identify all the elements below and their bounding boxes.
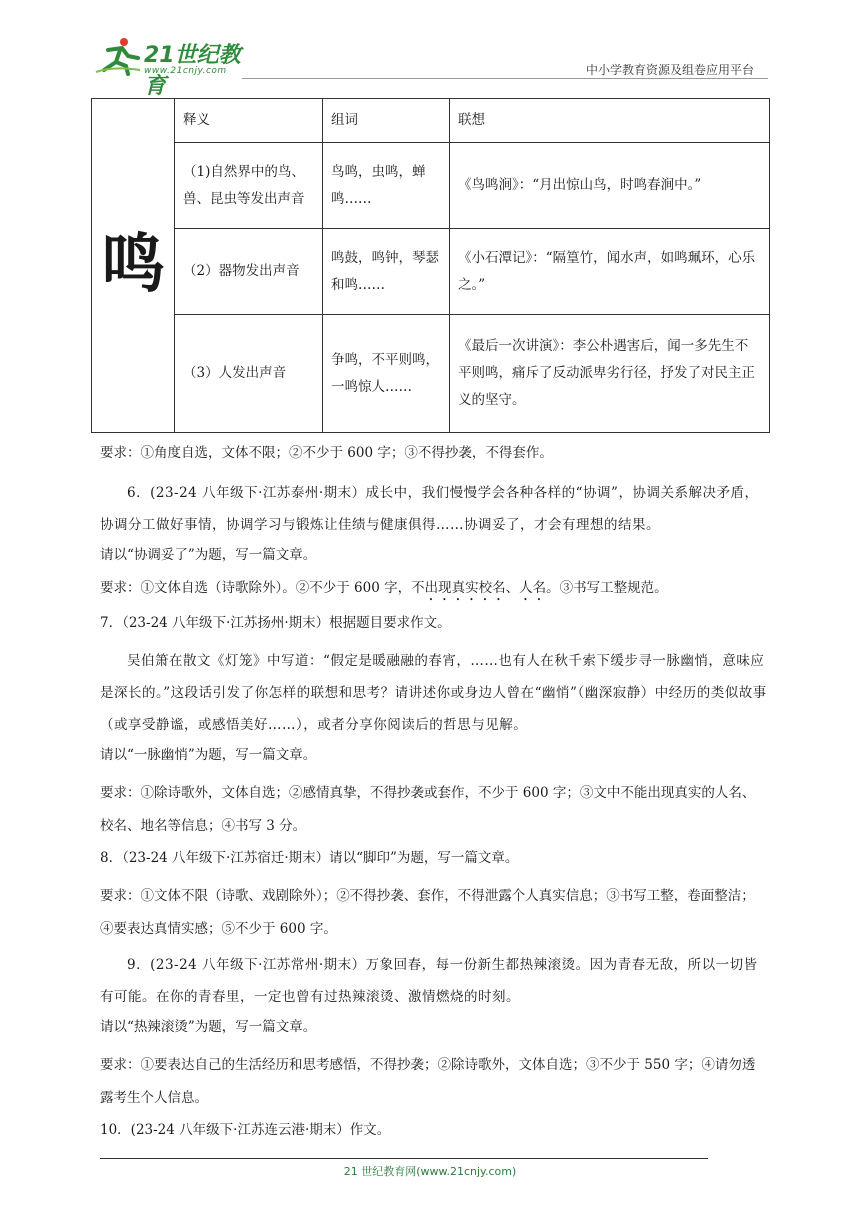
header-words: 组词 <box>323 99 450 143</box>
question-7-text: 吴伯箫在散文《灯笼》中写道：“假定是暖融融的春宵，……也有人在秋千索下缓步寻一脉幽悄，意味应是深长的。”这段话引发了你怎样的联想和思考？请讲述你或身边人曾在“幽悄”（幽深寂静）中经历的类似故事（或享受静谧，或感悟美好……），或者分享你阅读后的哲思与见解。 <box>100 653 767 733</box>
words-cell: 鸣鼓，鸣钟，琴瑟和鸣…… <box>323 229 450 315</box>
meaning-cell: （1)自然界中的鸟、兽、昆虫等发出声音 <box>175 143 323 229</box>
words-cell: 鸟鸣，虫鸣，蝉鸣…… <box>323 143 450 229</box>
question-9-title: 请以“热辣滚烫”为题，写一篇文章。 <box>100 1019 317 1035</box>
question-8-heading: 8．（23-24 八年级下·江苏宿迁·期末）请以“脚印”为题，写一篇文章。 <box>100 850 519 866</box>
words-cell: 争鸣，不平则鸣，一鸣惊人…… <box>323 315 450 433</box>
header-meaning: 释义 <box>175 99 323 143</box>
question-6-text: 6．(23-24 八年级下·江苏泰州·期末）成长中，我们慢慢学会各种各样的“协调”，协调关系解决矛盾，协调分工做好事情，协调学习与锻炼让佳绩与健康俱得……协调妥了，才会有理想的结果。 <box>100 485 759 533</box>
table-row <box>92 143 770 229</box>
character-cell: 鸣 <box>92 99 175 433</box>
question-8-requirement: 要求：①文体不限（诗歌、戏剧除外）；②不得抄袭、套作，不得泄露个人真实信息；③书写工整，卷面整洁；④要表达真情实感；⑤不少于 600 字。 <box>100 888 755 937</box>
question-7-title: 请以“一脉幽悄”为题，写一篇文章。 <box>100 747 317 763</box>
question-9-text: 9．(23-24 八年级下·江苏常州·期末）万象回春，每一份新生都热辣滚烫。因为青春无敌，所以一切皆有可能。在你的青春里，一定也曾有过热辣滚烫、激情燃烧的时刻。 <box>100 957 758 1005</box>
page-header <box>92 30 768 99</box>
runner-logo-icon <box>94 36 144 76</box>
q6-req-part-a: 要求：①文体自选（诗歌除外）。②不少于 600 字，不 <box>100 580 425 596</box>
footer-text[interactable]: 21 世纪教育网(www.21cnjy.com) <box>343 1165 517 1178</box>
association-cell: 《鸟鸣涧》：“月出惊山鸟，时鸣春涧中。” <box>450 143 770 229</box>
header-association: 联想 <box>450 99 770 143</box>
logo-url: www.21cnjy.com <box>144 66 227 76</box>
platform-label: 中小学教育资源及组卷应用平台 <box>585 63 754 77</box>
table-row <box>92 229 770 315</box>
q6-req-emphasis: 出现真实校名、人名 <box>424 580 547 596</box>
question-7-requirement: 要求：①除诗歌外，文体自选；②感情真挚，不得抄袭或套作，不少于 600 字；③文中不能出现真实的人名、校名、地名等信息；④书写 3 分。 <box>100 785 756 834</box>
site-logo[interactable] <box>92 36 262 99</box>
header-divider <box>242 78 768 79</box>
footer-divider <box>100 1158 708 1159</box>
question-7-heading: 7．（23-24 八年级下·江苏扬州·期末）根据题目要求作文。 <box>100 615 451 631</box>
requirement-5: 要求：①角度自选，文体不限；②不少于 600 字；③不得抄袭，不得套作。 <box>100 445 553 461</box>
meaning-cell: （3）人发出声音 <box>175 315 323 433</box>
association-cell: 《最后一次讲演》：李公朴遇害后，闻一多先生不平则鸣，痛斥了反动派卑劣行径，抒发了对民主正义的坚守。 <box>450 315 770 433</box>
association-cell: 《小石潭记》：“隔篁竹，闻水声，如鸣珮环，心乐之。” <box>450 229 770 315</box>
question-9-requirement: 要求：①要表达自己的生活经历和思考感悟，不得抄袭；②除诗歌外，文体自选；③不少于 550 字；④请勿透露考生个人信息。 <box>100 1057 756 1106</box>
q6-req-part-c: 。③书写工整规范。 <box>546 580 668 596</box>
table-header-row <box>92 99 770 143</box>
table-row <box>92 315 770 433</box>
question-6-title: 请以“协调妥了”为题，写一篇文章。 <box>100 547 317 563</box>
question-10-heading: 10．(23-24 八年级下·江苏连云港·期末）作文。 <box>100 1122 391 1138</box>
logo-text: 21世纪教育 <box>144 43 241 99</box>
meaning-cell: （2）器物发出声音 <box>175 229 323 315</box>
question-6-requirement <box>100 577 768 604</box>
character-table <box>91 98 770 433</box>
